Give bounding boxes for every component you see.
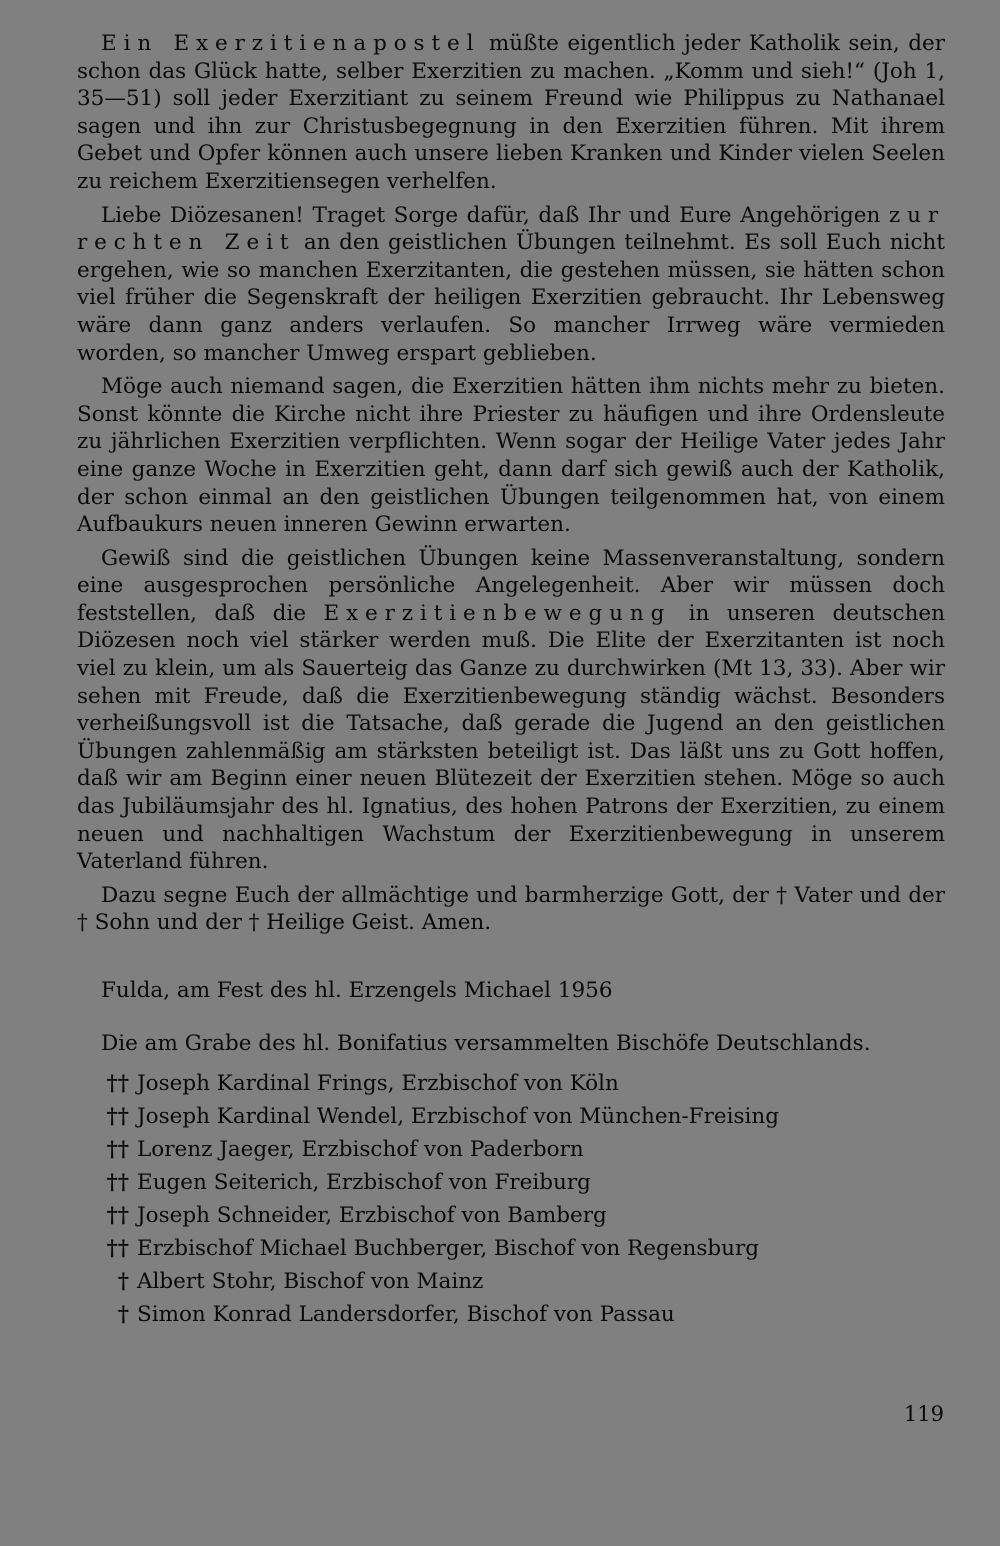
cross-mark: † xyxy=(117,1268,129,1294)
paragraph xyxy=(77,373,945,539)
cross-mark: †† xyxy=(106,1169,129,1195)
paragraph-text: in unseren deutschen Diözesen noch viel stärker werden muß. Die Elite der Exerzitanten ist noch viel zu klein, um als Sauerteig das Ganze zu durchwirken (Mt 13, 33). Aber wir sehen mit Freude, daß die Exerzitienbewegung ständig wächst. Besonders verheißungsvoll ist die Tatsache, daß gerade die Jugend an den geistlichen Übungen zahlenmäßig am stärksten beteiligt ist. Das läßt uns zu Gott hoffen, daß wir am Beginn einer neuen Blütezeit der Exerzitien stehen. Möge so auch das Jubiläumsjahr des hl. Ignatius, des hohen Patrons der Exerzitien, zu einem neuen und nachhaltigen Wachstum der Exerzitienbewegung in unserem Vaterland führen. xyxy=(77,600,945,875)
signatory xyxy=(77,1298,945,1331)
paragraph-text: Liebe Diözesanen! Traget Sorge dafür, daß Ihr und Eure Angehörigen xyxy=(101,202,889,228)
cross-mark: †† xyxy=(106,1070,129,1096)
cross-mark: †† xyxy=(106,1202,129,1228)
signatory-name: Joseph Schneider, Erzbischof von Bamberg xyxy=(137,1202,607,1228)
cross-mark: † xyxy=(117,1301,129,1327)
emphasized-text: Exerzitienbewegung xyxy=(323,600,672,626)
signatory-name: Eugen Seiterich, Erzbischof von Freiburg xyxy=(137,1169,591,1195)
signatory-name: Erzbischof Michael Buchberger, Bischof von Regensburg xyxy=(137,1235,760,1261)
page-body xyxy=(77,30,945,1331)
signatory-list xyxy=(77,1067,945,1331)
place-date: Fulda, am Fest des hl. Erzengels Michael 1956 xyxy=(101,978,613,1003)
paragraph-text: müßte eigentlich jeder Katholik sein, der schon das Glück hatte, selber Exerzitien zu machen. „Komm und sieh!“ (Joh 1, 35—51) soll jeder Exerzitiant zu seinem Freund wie Philippus zu Nathanael sagen und ihn zur Christusbegegnung in den Exerzitien führen. Mit ihrem Gebet und Opfer können auch unsere lieben Kranken und Kinder vielen Seelen zu reichem Exerzitiensegen verhelfen. xyxy=(77,31,945,194)
signatory xyxy=(77,1232,945,1265)
signatory xyxy=(77,1067,945,1100)
body-text xyxy=(77,30,945,937)
emphasized-text: Ein Exerzitienapostel xyxy=(101,31,481,56)
signatories-intro: Die am Grabe des hl. Bonifatius versammelten Bischöfe Deutschlands. xyxy=(101,1030,871,1056)
closing-block xyxy=(77,977,945,1331)
paragraph-text: Möge auch niemand sagen, die Exerzitien hätten ihm nichts mehr zu bieten. Sonst könnte die Kirche nicht ihre Priester zu häufigen und ihre Ordensleute zu jährlichen Exerzitien verpflichten. Wenn sogar der Heilige Vater jedes Jahr eine ganze Woche in Exerzitien geht, dann darf sich gewiß auch der Katholik, der schon einmal an den geistlichen Übungen teilgenommen hat, von einem Aufbaukurs neuen inneren Gewinn erwarten. xyxy=(77,374,945,538)
signatory xyxy=(77,1265,945,1298)
signatory xyxy=(77,1166,945,1199)
signatory-name: Simon Konrad Landersdorfer, Bischof von Passau xyxy=(137,1301,675,1327)
emphasized-text: zur rechten Zeit xyxy=(77,202,945,256)
paragraph xyxy=(77,202,945,368)
paragraph-text: an den geistlichen Übungen teilnehmt. Es soll Euch nicht ergehen, wie so manchen Exerzitanten, die gestehen müssen, sie hätten schon viel früher die Segenskraft der heiligen Exerzitien gebraucht. Ihr Lebensweg wäre dann ganz anders verlaufen. So mancher Irrweg wäre vermieden worden, so mancher Umweg erspart geblieben. xyxy=(77,230,945,366)
signatory-name: Lorenz Jaeger, Erzbischof von Paderborn xyxy=(137,1136,584,1162)
signatory xyxy=(77,1133,945,1166)
cross-mark: †† xyxy=(106,1136,129,1162)
paragraph xyxy=(77,30,945,196)
paragraph-text: Gewiß sind die geistlichen Übungen keine Massenveranstaltung, sondern eine ausgesprochen persönliche Angelegenheit. Aber wir müssen doch feststellen, daß die xyxy=(77,545,945,626)
signatory xyxy=(77,1100,945,1133)
signatory-name: Joseph Kardinal Frings, Erzbischof von Köln xyxy=(137,1070,619,1096)
paragraph xyxy=(77,882,945,937)
paragraph-text: Dazu segne Euch der allmächtige und barmherzige Gott, der † Vater und der † Sohn und der † Heilige Geist. Amen. xyxy=(77,882,945,936)
paragraph xyxy=(77,545,945,876)
signatory-name: Albert Stohr, Bischof von Mainz xyxy=(137,1268,484,1294)
signatory-name: Joseph Kardinal Wendel, Erzbischof von München-Freising xyxy=(137,1103,779,1129)
cross-mark: †† xyxy=(106,1235,129,1261)
page-number: 119 xyxy=(903,1402,944,1426)
cross-mark: †† xyxy=(106,1103,129,1129)
signatory xyxy=(77,1199,945,1232)
